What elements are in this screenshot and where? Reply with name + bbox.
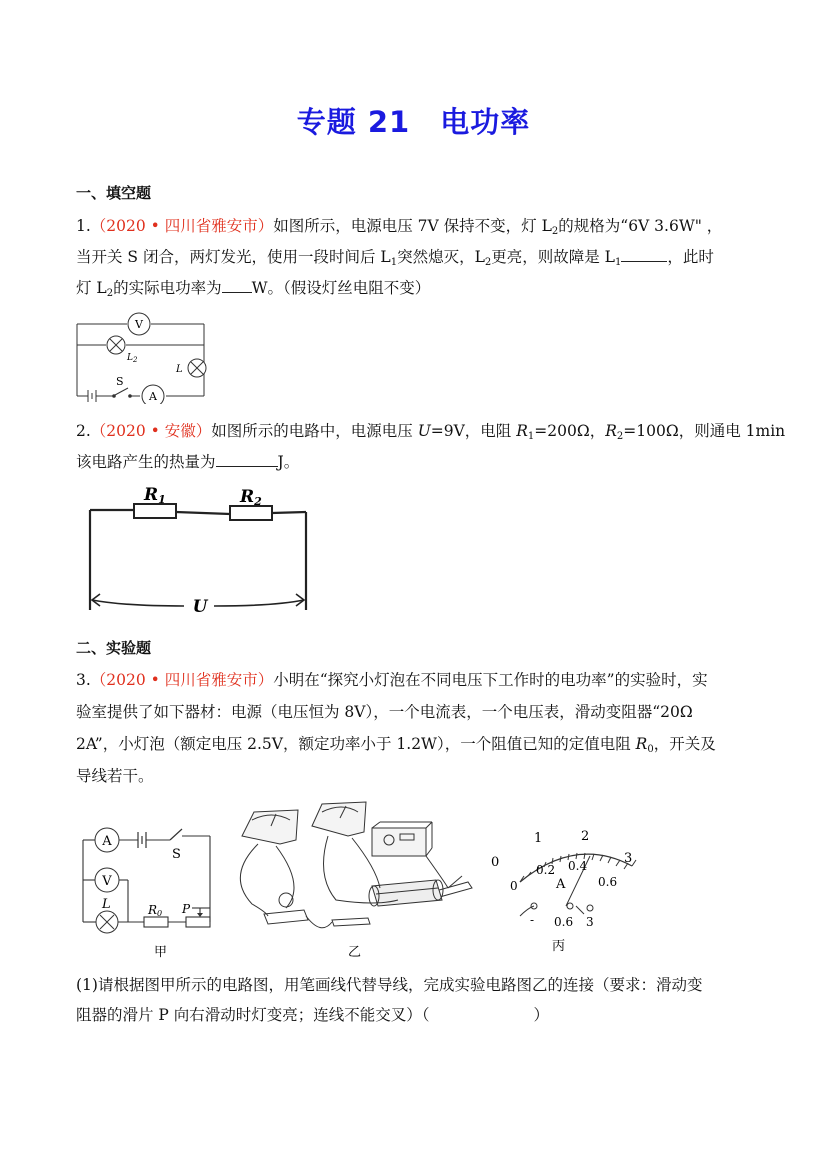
q2-number: 2.	[76, 422, 91, 440]
q2-source: （2020 • 安徽）	[90, 422, 212, 440]
meter-label: 3	[624, 851, 633, 866]
fig-label: P	[182, 902, 191, 916]
circuit-jia	[83, 828, 210, 960]
q3-line-1	[76, 670, 708, 690]
lamp-l-icon	[188, 359, 206, 377]
q3-sub1-line-1: (1)请根据图甲所示的电路图，用笔画线代替导线，完成实验电路图乙的连接（要求：滑动变	[76, 976, 703, 994]
q3-number: 3.	[76, 671, 91, 689]
figure-caption-yi: 乙	[348, 945, 362, 960]
q2-var: R	[605, 422, 617, 440]
q1-answer-blank-2[interactable]	[222, 278, 252, 293]
q1-text: 如图所示，电源电压 7V 保持不变，灯 L	[273, 217, 552, 235]
q2-text: =9V，电阻	[430, 422, 517, 440]
q2-text: J。	[277, 453, 300, 471]
q3-text: 阻器的滑片 P 向右滑动时灯变亮；连线不能交叉）（	[76, 1006, 430, 1024]
meter-label: 0	[510, 879, 518, 893]
meter-label: 0.6	[598, 875, 618, 889]
q1-text: 当开关 S 闭合，两灯发光，使用一段时间后 L	[76, 248, 391, 266]
q1-circuit-diagram	[70, 312, 220, 404]
q2-var: U	[417, 422, 431, 440]
q1-text: 的实际电功率为	[113, 279, 222, 297]
q3-text: 2A”，小灯泡（额定电压 2.5V，额定功率小于 1.2W），一个阻值已知的定值电阻	[76, 735, 636, 753]
subscript: 2	[106, 288, 114, 299]
subscript: 2	[484, 257, 492, 268]
q1-line-2	[76, 247, 714, 267]
meter-label: 0.4	[568, 859, 588, 873]
terminal-label: -	[530, 913, 535, 927]
meter-label: 2	[581, 829, 590, 844]
page-title	[0, 100, 827, 141]
q2-answer-blank[interactable]	[216, 452, 278, 467]
q2-line-2	[76, 452, 299, 472]
fig-label: V	[102, 874, 112, 889]
q1-number: 1.	[76, 217, 91, 235]
figure-caption-jia: 甲	[154, 945, 168, 960]
fig-label-r0: R0	[148, 903, 163, 918]
terminal-label: 0.6	[554, 915, 574, 929]
subscript: 1	[614, 257, 622, 268]
terminal-label: 3	[586, 915, 594, 929]
q3-sub1-line-2	[76, 1005, 549, 1025]
q2-text: =200Ω，	[534, 422, 606, 440]
subscript: 1	[390, 257, 398, 268]
lamp-l2-icon	[107, 336, 125, 354]
subscript: 0	[647, 744, 654, 755]
fig-label: S	[172, 847, 181, 862]
section-fill-blank: 一、填空题	[76, 184, 152, 202]
q3-figures	[76, 796, 646, 962]
q3-line-2: 验室提供了如下器材：电源（电压恒为 8V），一个电流表，一个电压表，滑动变阻器“20Ω	[76, 703, 693, 721]
q3-source: （2020 • 四川省雅安市）	[90, 671, 274, 689]
meter-label: A	[556, 877, 566, 892]
fig-label: L	[102, 897, 111, 912]
figure-caption-bing: 丙	[552, 939, 566, 954]
title-topic-number: 专题 21	[296, 105, 411, 139]
meter-label: 0	[491, 855, 500, 870]
subscript: 1	[527, 431, 535, 442]
q2-line-1	[76, 421, 785, 441]
q3-line-3	[76, 734, 716, 754]
q2-text: =100Ω，则通电 1min	[623, 422, 786, 440]
q3-var: R	[635, 735, 648, 753]
fig-label: A	[102, 834, 112, 849]
q3-text: 小明在“探究小灯泡在不同电压下工作时的电功率”的实验时，实	[273, 671, 708, 689]
section-experiment: 二、实验题	[76, 639, 152, 657]
q3-text: ，开关及	[653, 735, 716, 753]
meter-label: 0.2	[536, 863, 556, 877]
fig-label-l2: $L_2$	[127, 353, 138, 364]
subscript: 2	[616, 431, 624, 442]
q1-answer-blank-1[interactable]	[621, 247, 667, 262]
title-topic-name: 电功率	[440, 105, 531, 139]
q1-text: W。（假设灯丝电阻不变）	[251, 279, 431, 297]
ammeter-dial-bing	[491, 829, 636, 954]
battery-icon	[88, 390, 96, 402]
fig-label-r1: R1	[144, 485, 166, 506]
fig-label: V	[135, 318, 143, 331]
apparatus-yi	[240, 802, 472, 928]
q2-text: 该电路产生的热量为	[76, 453, 216, 471]
fig-label-u: U	[192, 597, 208, 617]
q3-line-4: 导线若干。	[76, 767, 154, 785]
switch-icon	[113, 388, 132, 397]
q1-text: ，此时	[667, 248, 714, 266]
fig-label: A	[149, 390, 157, 403]
q1-text: 的规格为“6V 3.6W" ，	[558, 217, 723, 235]
fig-label-s: S	[116, 375, 124, 388]
q2-var: R	[516, 422, 528, 440]
q1-line-3	[76, 278, 430, 298]
q2-circuit-diagram	[84, 478, 316, 620]
q3-text: ）	[533, 1006, 550, 1024]
q1-text: 更亮，则故障是 L	[491, 248, 615, 266]
q1-line-1	[76, 216, 722, 236]
fig-label-l: L	[176, 364, 183, 375]
q1-source: （2020 • 四川省雅安市）	[90, 217, 274, 235]
q2-text: 如图所示的电路中，电源电压	[211, 422, 418, 440]
q1-text: 灯 L	[76, 279, 107, 297]
fig-label-r2: R2	[240, 487, 262, 508]
meter-label: 1	[534, 831, 543, 846]
q1-text: 突然熄灭，L	[397, 248, 485, 266]
subscript: 2	[551, 226, 559, 237]
